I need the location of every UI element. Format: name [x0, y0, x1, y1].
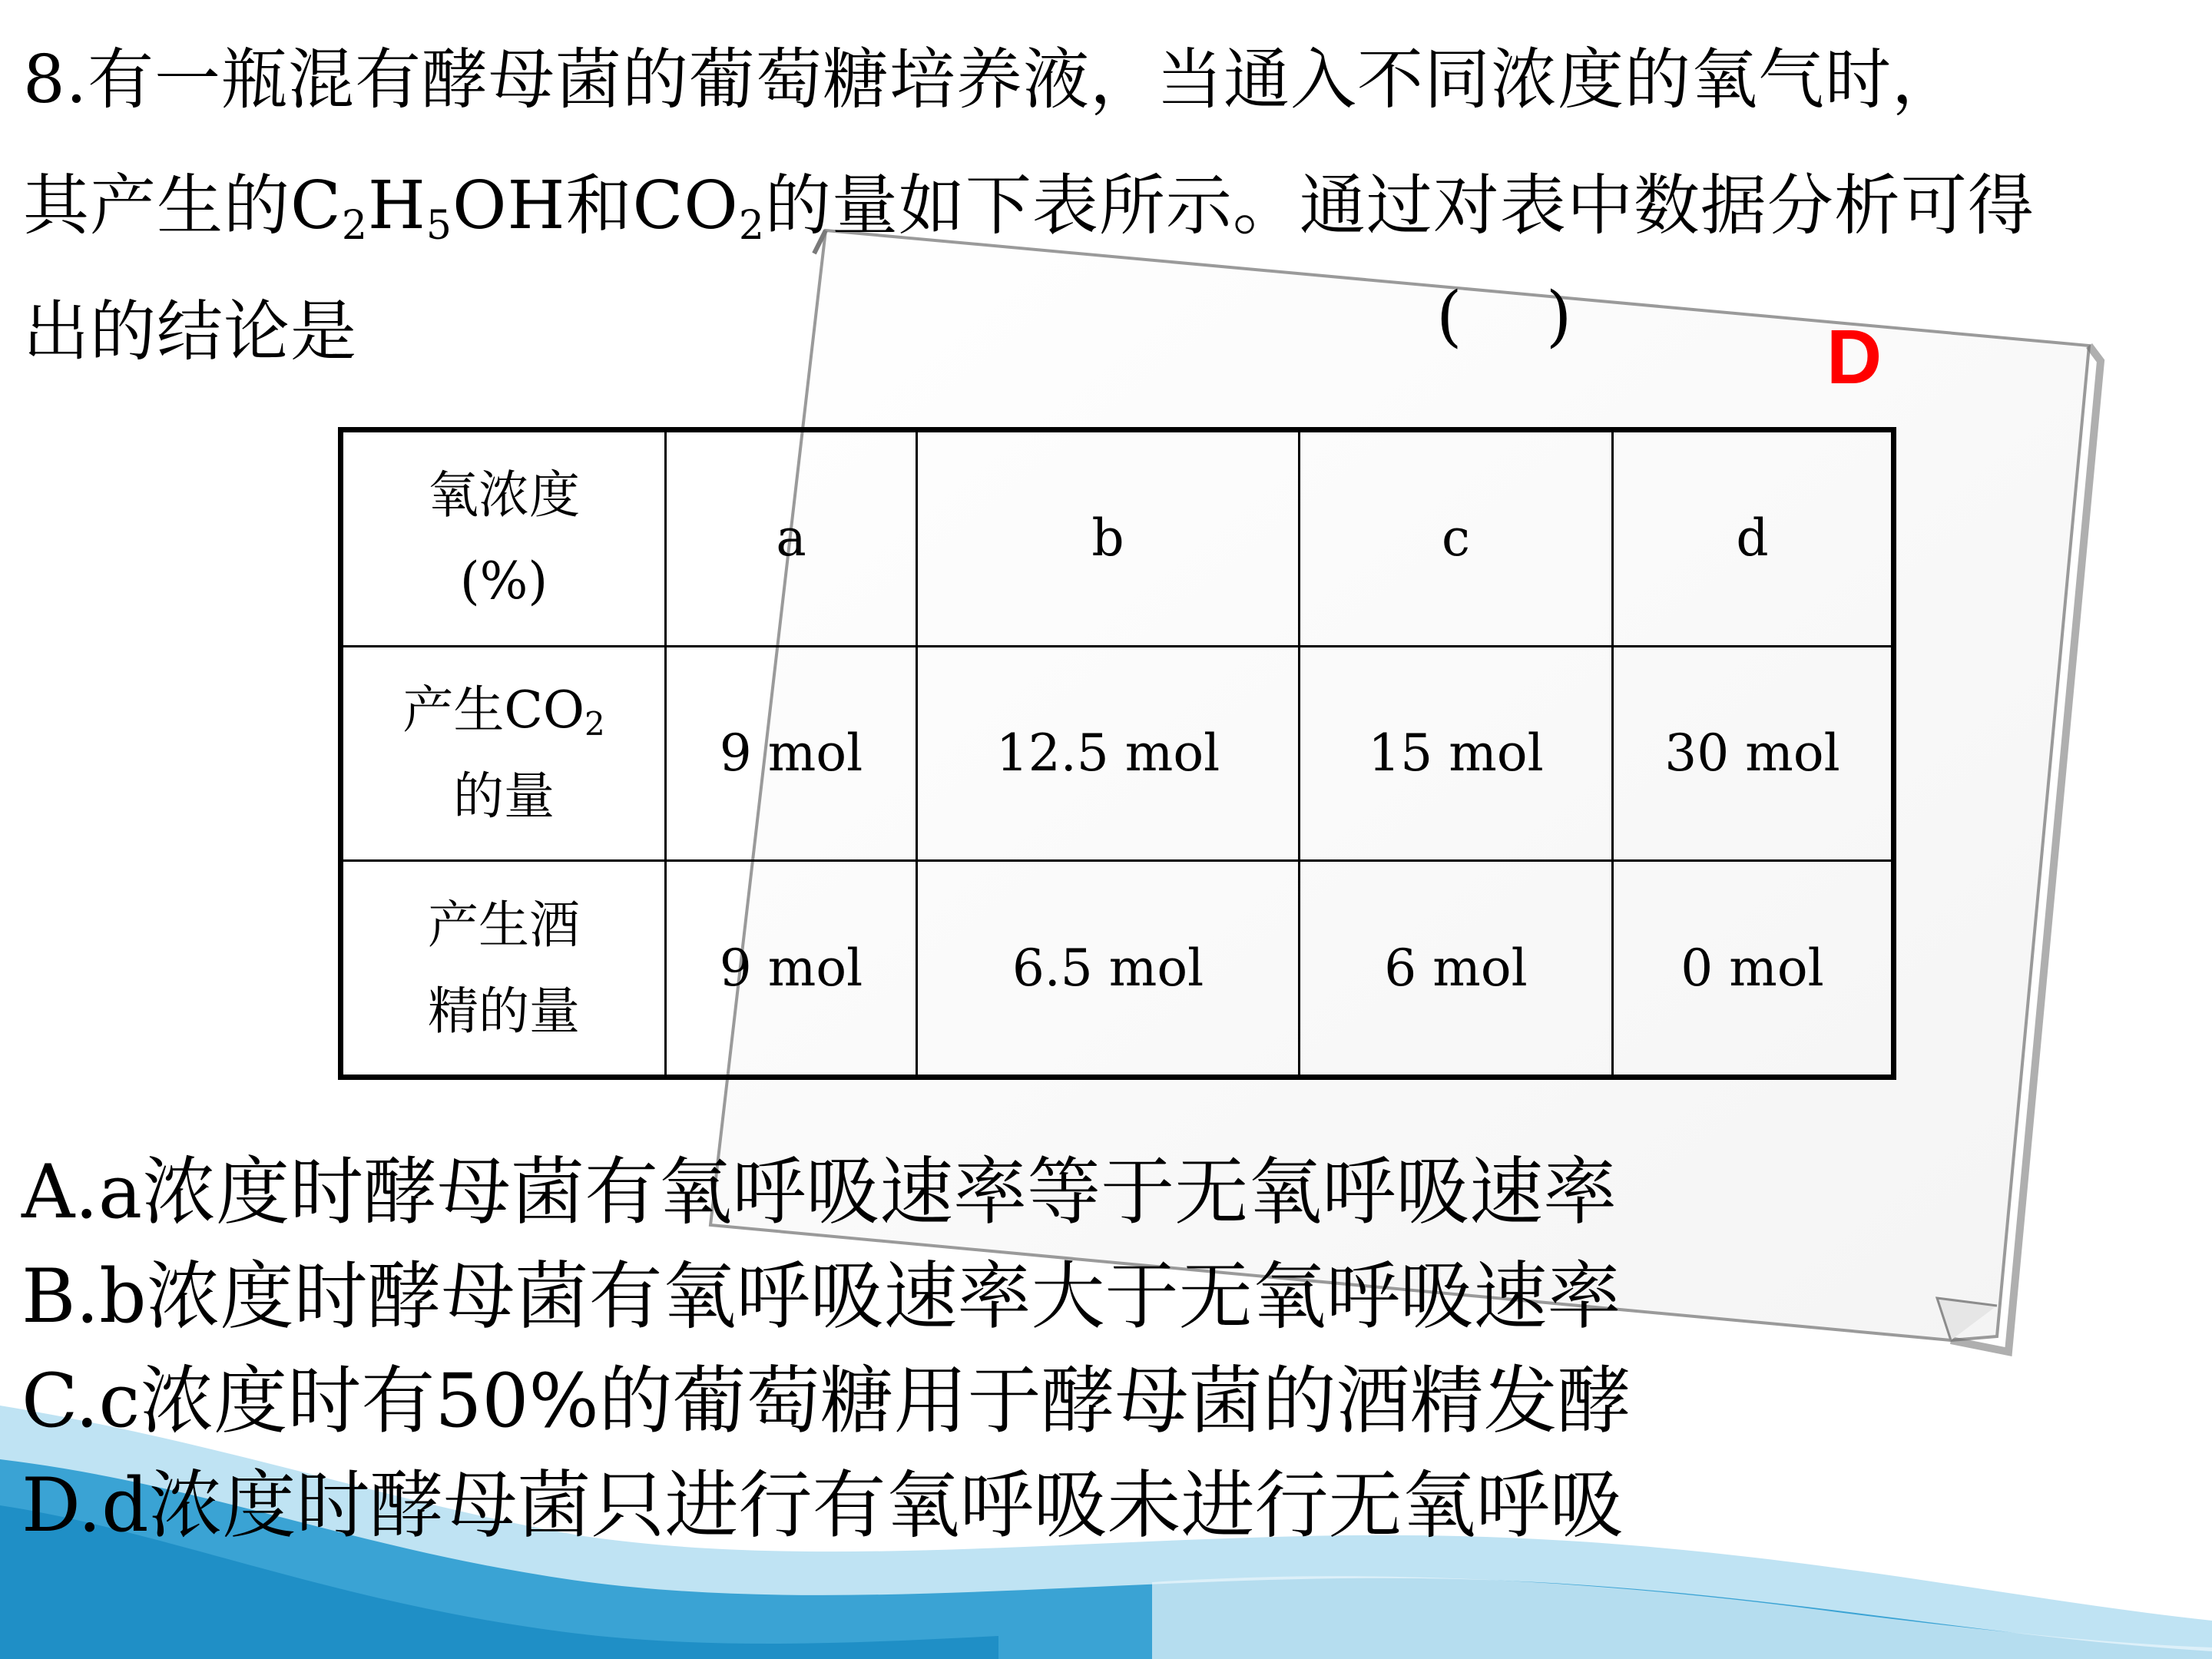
- header-label-line: 氧浓度: [428, 465, 580, 525]
- option-a[interactable]: A.a浓度时酵母菌有氧呼吸速率等于无氧呼吸速率: [22, 1149, 1618, 1235]
- answer-blank-parentheses: ( ): [1436, 278, 1572, 355]
- table-cell: 30 mol: [1613, 646, 1894, 860]
- table-cell: 15 mol: [1300, 646, 1613, 860]
- table-row-alcohol: [341, 861, 1894, 1078]
- table-row-header: [341, 430, 1894, 647]
- table-cell: 9 mol: [666, 861, 917, 1078]
- subscript: 2: [341, 203, 368, 249]
- row-label-line: [343, 667, 664, 753]
- row-label-co2: [341, 646, 666, 860]
- header-col-c: c: [1300, 430, 1613, 647]
- table-cell: 6 mol: [1300, 861, 1613, 1078]
- question-line-2-part: 的量如下表所示。通过对表中数据分析可得: [764, 167, 2035, 244]
- table-row-co2: [341, 646, 1894, 860]
- row-label-part: 产生CO: [402, 680, 584, 740]
- table-cell: 9 mol: [666, 646, 917, 860]
- question-line-1: 8.有一瓶混有酵母菌的葡萄糖培养液，当通入不同浓度的氧气时，: [23, 41, 1959, 118]
- row-label-alcohol: [341, 861, 666, 1078]
- answer-mark: D: [1826, 314, 1883, 400]
- option-b[interactable]: B.b浓度时酵母菌有氧呼吸速率大于无氧呼吸速率: [22, 1253, 1621, 1339]
- answer-options: [22, 1140, 1631, 1558]
- table-cell: 12.5 mol: [917, 646, 1300, 860]
- subscript: 2: [584, 704, 605, 743]
- question-line-2-part: H: [367, 167, 426, 244]
- header-label-cell: [341, 430, 666, 647]
- row-label-line: 产生酒: [428, 895, 580, 955]
- table-cell: 6.5 mol: [917, 861, 1300, 1078]
- subscript: 5: [426, 203, 452, 249]
- header-label-line: (%): [459, 551, 548, 611]
- question-line-2: [23, 143, 2189, 269]
- option-c[interactable]: C.c浓度时有50%的葡萄糖用于酵母菌的酒精发酵: [22, 1358, 1631, 1444]
- question-line-3: 出的结论是: [23, 293, 357, 370]
- row-label-line: 精的量: [428, 981, 580, 1041]
- row-label-line: 的量: [453, 766, 555, 826]
- header-col-d: d: [1613, 430, 1894, 647]
- question-line-2-part: 其产生的C: [23, 167, 342, 244]
- subscript: 2: [738, 203, 765, 249]
- data-table: [338, 427, 1896, 1080]
- header-col-b: b: [917, 430, 1300, 647]
- header-col-a: a: [666, 430, 917, 647]
- table-cell: 0 mol: [1613, 861, 1894, 1078]
- question-line-2-part: OH和CO: [452, 167, 739, 244]
- option-d[interactable]: D.d浓度时酵母菌只进行有氧呼吸未进行无氧呼吸: [22, 1462, 1624, 1548]
